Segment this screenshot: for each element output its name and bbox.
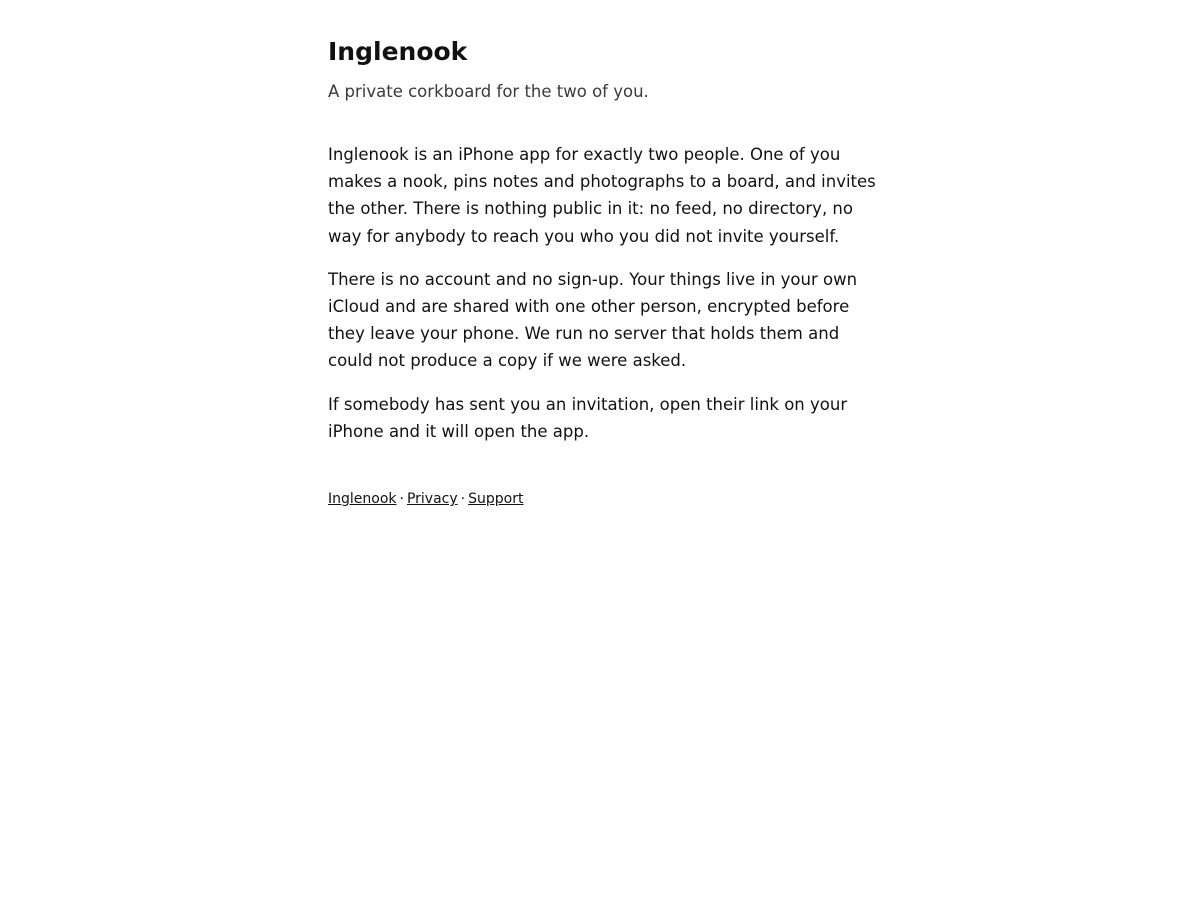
page-title: Inglenook — [328, 37, 468, 66]
footer-link-support[interactable]: Support — [468, 491, 524, 508]
main-content — [328, 141, 876, 445]
footer-separator: · — [399, 491, 404, 508]
page-tagline: A private corkboard for the two of you. — [328, 82, 649, 101]
footer-link-privacy[interactable]: Privacy — [406, 491, 458, 508]
footer-separator: · — [460, 491, 466, 508]
invitation-paragraph: If somebody has sent you an invitation, open their link on your iPhone and it will open the app. — [328, 394, 848, 441]
footer-link-home[interactable]: Inglenook — [328, 491, 397, 508]
privacy-paragraph: There is no account and no sign-up. Your things live in your own iCloud and are shared with one other person, encrypted before they leave your phone. We run no server that holds them and could not produce a copy if we were asked. — [328, 269, 858, 371]
intro-paragraph: Inglenook is an iPhone app for exactly two people. One of you makes a nook, pins notes and photographs to a board, and invites the other. There is nothing public in it: no feed, no directory, no way for anybody to reach you who you did not invite yourself. — [328, 145, 876, 246]
page-content — [328, 35, 876, 509]
footer-nav — [328, 489, 876, 509]
